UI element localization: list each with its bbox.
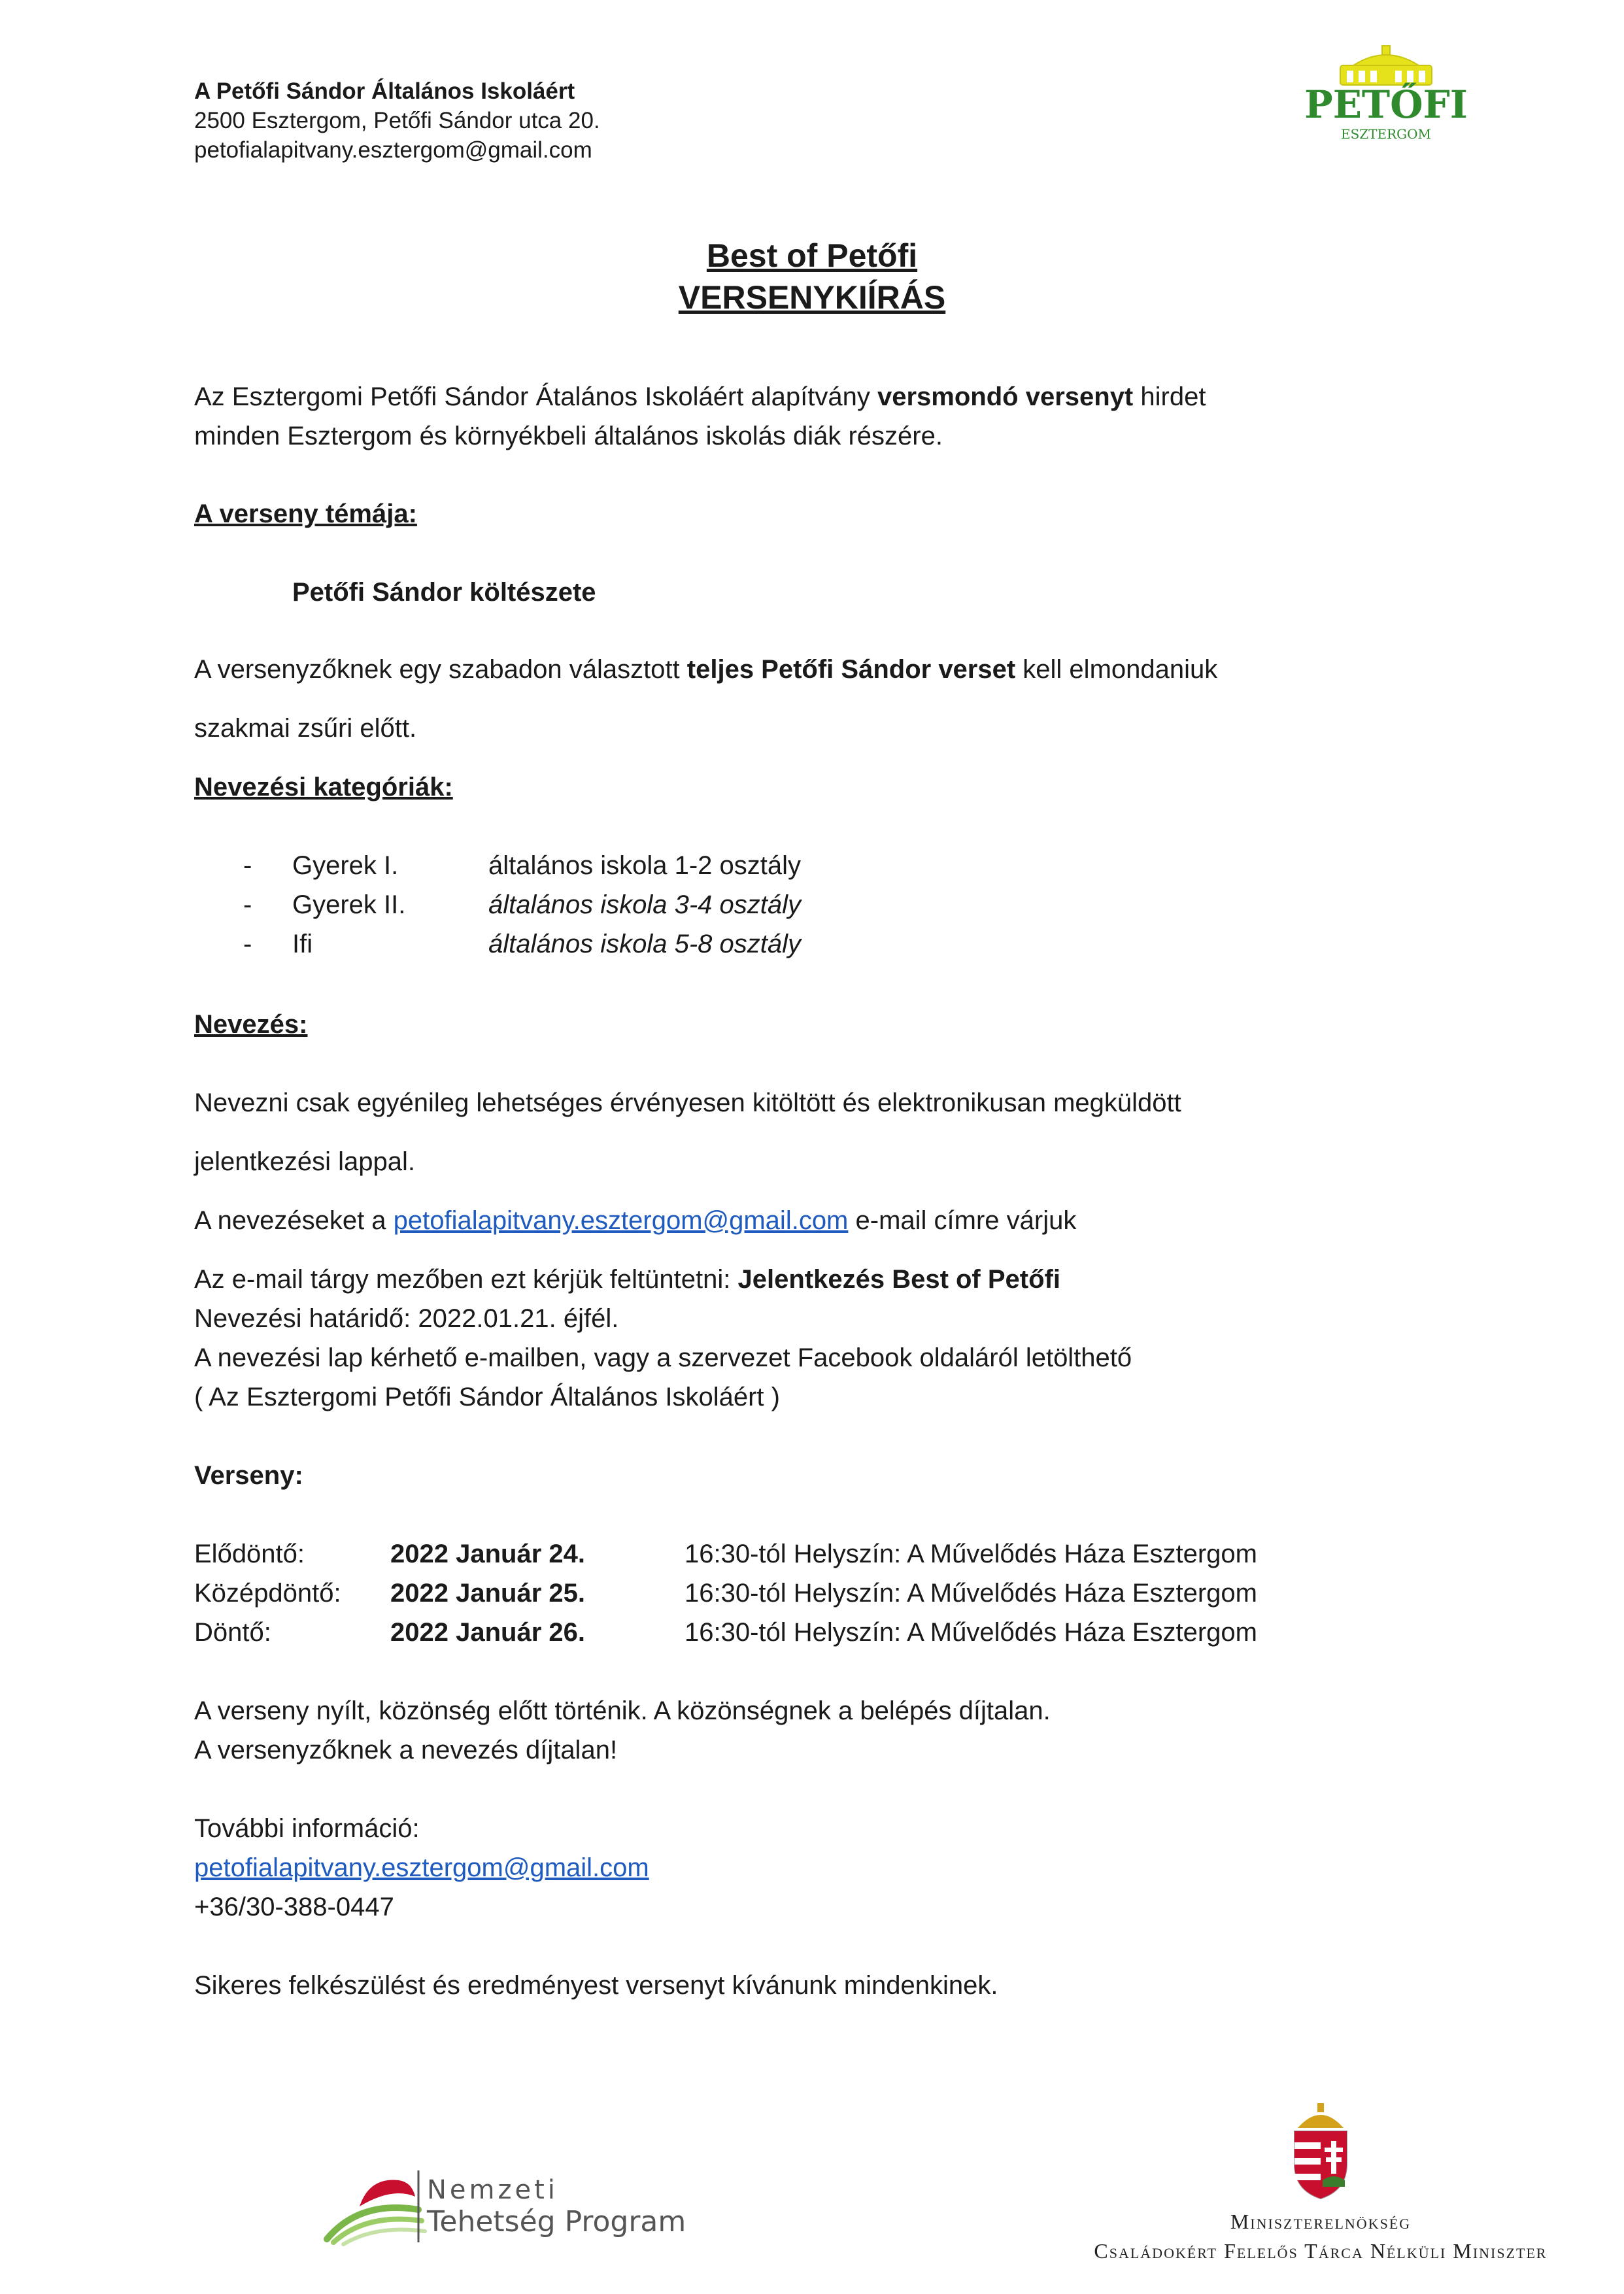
more-info-phone: +36/30-388-0447 — [194, 1893, 394, 1921]
category-bullet: - — [243, 890, 252, 919]
entry-heading: Nevezés: — [194, 1010, 308, 1039]
ntp-line2: Tehetség Program — [427, 2205, 686, 2238]
more-info-label: További információ: — [194, 1814, 420, 1843]
entry-line3: A nevezéseket a petofialapitvany.esztergom@gmail.com e-mail címre várjuk — [194, 1206, 1077, 1235]
org-name: A Petőfi Sándor Általános Iskoláért — [194, 78, 575, 104]
entry-deadline: Nevezési határidő: 2022.01.21. éjfél. — [194, 1304, 619, 1333]
contest-heading: Verseny: — [194, 1461, 303, 1490]
entry-email-link[interactable]: petofialapitvany.esztergom@gmail.com — [393, 1206, 849, 1235]
ntp-logo — [320, 2161, 686, 2246]
round-info: 16:30-tól Helyszín: A Művelődés Háza Esztergom — [685, 1540, 1257, 1568]
entry-line1: Nevezni csak egyénileg lehetséges érvényesen kitöltött és elektronikusan megküldött — [194, 1088, 1181, 1117]
intro-line1: Az Esztergomi Petőfi Sándor Átalános Iskoláért alapítvány versmondó versenyt hirdet — [194, 382, 1206, 411]
title-line1: Best of Petőfi — [706, 237, 918, 274]
intro-line2: minden Esztergom és környékbeli általános iskolás diák részére. — [194, 422, 943, 450]
ntp-line1: Nemzeti — [427, 2175, 558, 2205]
closing-text: Sikeres felkészülést és eredményest versenyt kívánunk mindenkinek. — [194, 1971, 998, 2000]
round-info: 16:30-tól Helyszín: A Művelődés Háza Esztergom — [685, 1618, 1257, 1647]
coat-of-arms-icon — [1285, 2102, 1357, 2200]
petofi-logo-sub: ESZTERGOM — [1340, 126, 1432, 142]
category-name: Gyerek I. — [292, 851, 399, 880]
ntp-flame-icon — [360, 2180, 415, 2207]
category-bullet: - — [243, 851, 252, 880]
ministry-line2: Családokért Felelős Tárca Nélküli Miniszter — [1094, 2239, 1548, 2263]
entry-line2: jelentkezési lappal. — [194, 1147, 415, 1176]
theme-desc-line2: szakmai zsűri előtt. — [194, 714, 417, 743]
category-name: Ifi — [292, 930, 313, 958]
org-address: 2500 Esztergom, Petőfi Sándor utca 20. — [194, 108, 600, 133]
round-date: 2022 Január 24. — [390, 1540, 585, 1568]
more-info-email-link[interactable]: petofialapitvany.esztergom@gmail.com — [194, 1853, 649, 1882]
round-info: 16:30-tól Helyszín: A Művelődés Háza Esztergom — [685, 1579, 1257, 1608]
theme-topic: Petőfi Sándor költészete — [292, 578, 596, 607]
round-label: Elődöntő: — [194, 1540, 305, 1568]
category-desc: általános iskola 5-8 osztály — [488, 930, 802, 958]
theme-heading: A verseny témája: — [194, 499, 417, 528]
round-label: Döntő: — [194, 1618, 271, 1647]
round-date: 2022 Január 26. — [390, 1618, 585, 1647]
entry-line6: A nevezési lap kérhető e-mailben, vagy a szervezet Facebook oldaláról letölthető — [194, 1343, 1132, 1372]
org-email: petofialapitvany.esztergom@gmail.com — [194, 137, 592, 163]
petofi-logo — [1304, 46, 1468, 150]
categories-heading: Nevezési kategóriák: — [194, 773, 453, 801]
petofi-logo-word: PETŐFI — [1304, 82, 1468, 127]
ministry-line1: Miniszterelnökség — [1230, 2210, 1412, 2233]
contest-note1: A verseny nyílt, közönség előtt történik. A közönségnek a belépés díjtalan. — [194, 1696, 1051, 1725]
theme-desc-line1: A versenyzőknek egy szabadon választott teljes Petőfi Sándor verset kell elmondaniuk — [194, 655, 1218, 684]
round-label: Középdöntő: — [194, 1579, 341, 1608]
round-date: 2022 Január 25. — [390, 1579, 585, 1608]
entry-line4: Az e-mail tárgy mezőben ezt kérjük feltüntetni: Jelentkezés Best of Petőfi — [194, 1265, 1060, 1294]
category-name: Gyerek II. — [292, 890, 406, 919]
category-bullet: - — [243, 930, 252, 958]
category-desc: általános iskola 3-4 osztály — [488, 890, 802, 919]
title-line2: VERSENYKIÍRÁS — [678, 279, 946, 316]
category-desc: általános iskola 1-2 osztály — [488, 851, 802, 880]
entry-line7: ( Az Esztergomi Petőfi Sándor Általános Iskoláért ) — [194, 1383, 780, 1411]
contest-note2: A versenyzőknek a nevezés díjtalan! — [194, 1736, 618, 1764]
